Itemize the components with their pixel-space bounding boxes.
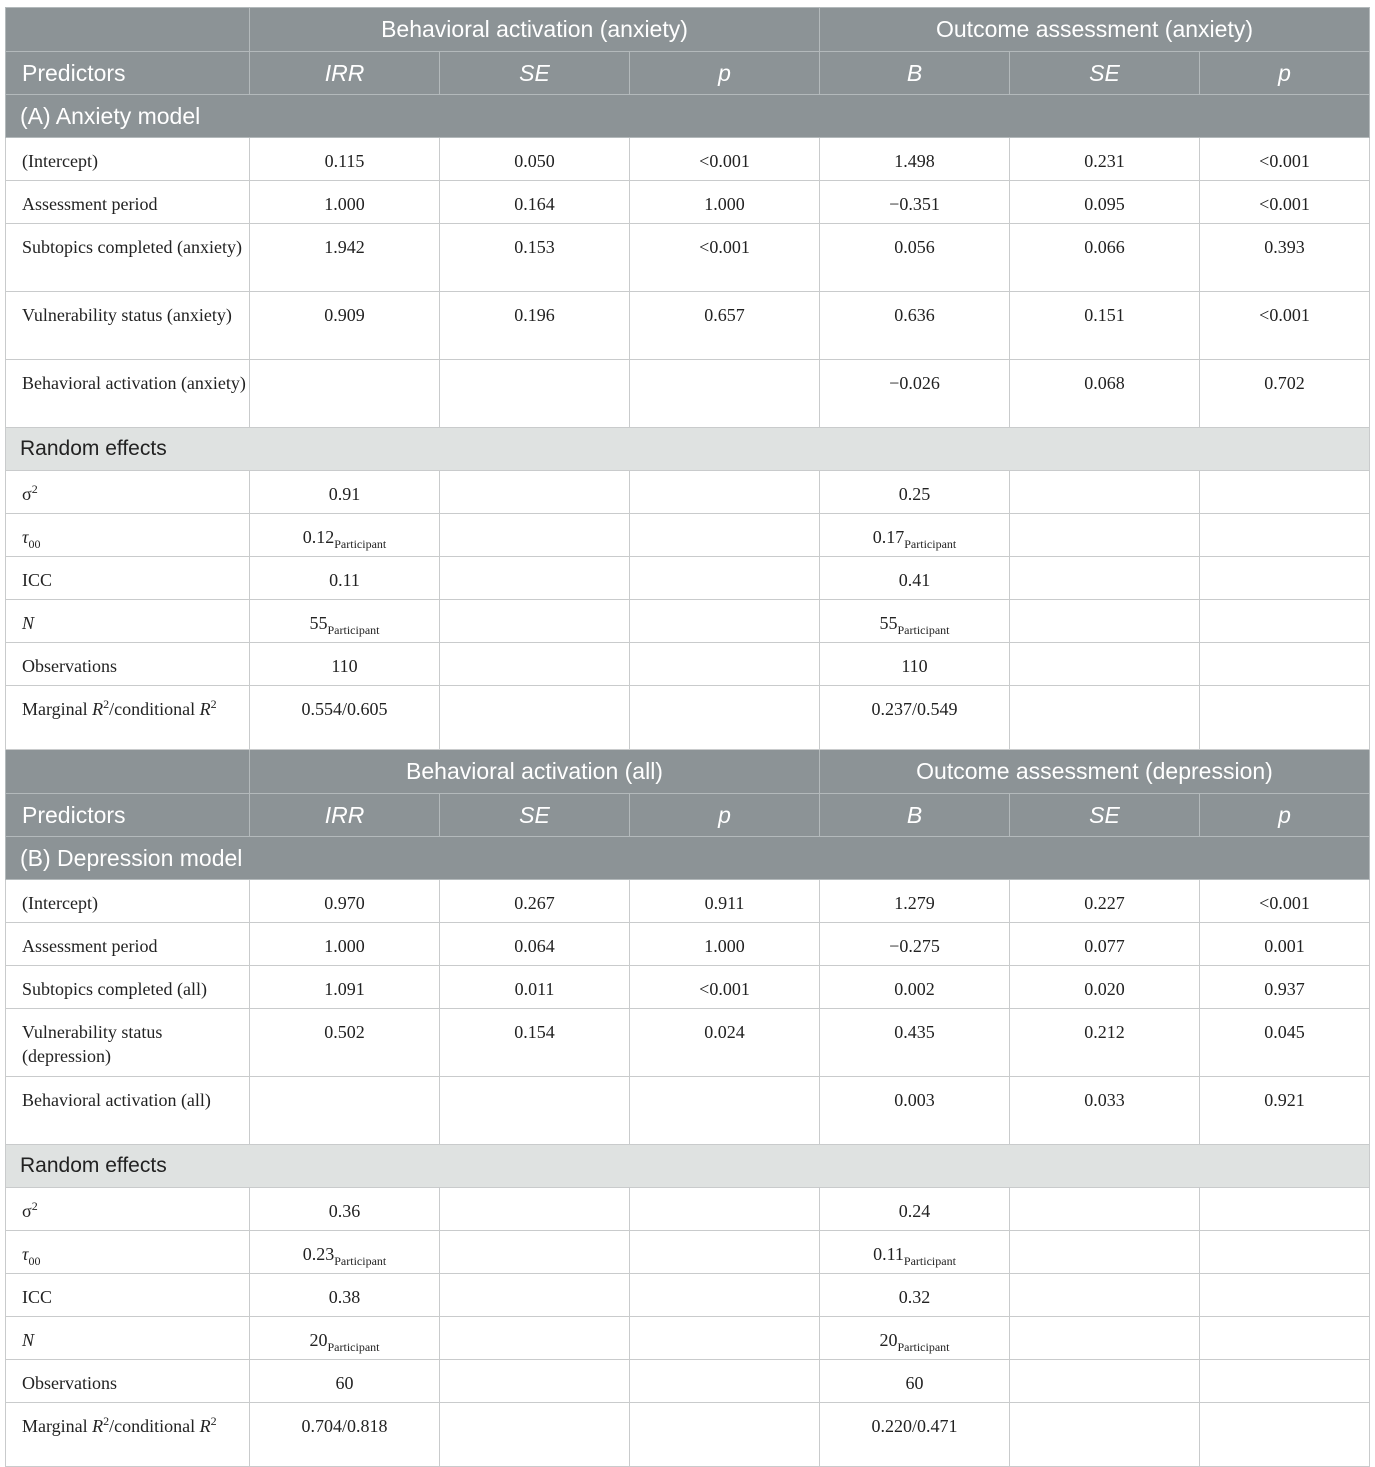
se-cell: 0.050 bbox=[440, 138, 630, 181]
group-header-row bbox=[6, 750, 1370, 794]
empty-cell bbox=[1010, 557, 1200, 600]
random-effect-row bbox=[6, 514, 1370, 557]
participant-subscript: Participant bbox=[897, 1340, 950, 1354]
col-header-predictors: Predictors bbox=[6, 794, 250, 837]
irr-cell: 1.942 bbox=[250, 224, 440, 292]
value-cell: $20_{Participant}$ bbox=[250, 1317, 440, 1360]
value-cell: $20_{Participant}$ bbox=[820, 1317, 1010, 1360]
col-header-b: B bbox=[820, 794, 1010, 837]
group-header-left: Behavioral activation (all) bbox=[250, 750, 820, 794]
empty-header-cell bbox=[6, 750, 250, 794]
value-cell: 60 bbox=[250, 1360, 440, 1403]
b-cell: −0.351 bbox=[820, 181, 1010, 224]
b-cell: 1.279 bbox=[820, 880, 1010, 923]
tau00-label: $\tau_{00}$ bbox=[6, 1231, 250, 1274]
empty-cell bbox=[630, 1360, 820, 1403]
value-cell: 110 bbox=[820, 643, 1010, 686]
column-header-row bbox=[6, 794, 1370, 837]
n-label: N bbox=[6, 600, 250, 643]
value-cell: 0.36 bbox=[250, 1188, 440, 1231]
empty-cell bbox=[1200, 600, 1370, 643]
b-cell: 0.435 bbox=[820, 1009, 1010, 1077]
b-cell: 1.498 bbox=[820, 138, 1010, 181]
se-cell: 0.231 bbox=[1010, 138, 1200, 181]
col-header-p: p bbox=[1200, 794, 1370, 837]
se-cell: 0.064 bbox=[440, 923, 630, 966]
empty-cell bbox=[630, 1231, 820, 1274]
p-value-cell: <0.001 bbox=[1200, 880, 1370, 923]
p-value-cell: <0.001 bbox=[630, 966, 820, 1009]
value-cell: 60 bbox=[820, 1360, 1010, 1403]
row-label: Assessment period bbox=[6, 181, 250, 224]
observations-label: Observations bbox=[6, 1360, 250, 1403]
section-header-row bbox=[6, 837, 1370, 880]
random-effect-row bbox=[6, 1317, 1370, 1360]
irr-cell: 0.502 bbox=[250, 1009, 440, 1077]
se-cell bbox=[440, 360, 630, 428]
participant-subscript: Participant bbox=[903, 1254, 956, 1268]
icc-label: ICC bbox=[6, 557, 250, 600]
col-header-p: p bbox=[630, 794, 820, 837]
se-cell: 0.164 bbox=[440, 181, 630, 224]
empty-cell bbox=[1010, 1231, 1200, 1274]
row-label: (Intercept) bbox=[6, 880, 250, 923]
table-row bbox=[6, 224, 1370, 292]
value-cell: 0.91 bbox=[250, 471, 440, 514]
participant-subscript: Participant bbox=[334, 537, 387, 551]
superscript-2: 2 bbox=[103, 1414, 110, 1428]
superscript-2: 2 bbox=[210, 697, 217, 711]
random-effects-header-row bbox=[6, 1145, 1370, 1188]
irr-cell: 1.000 bbox=[250, 923, 440, 966]
random-effects-header-row bbox=[6, 428, 1370, 471]
empty-cell bbox=[440, 1231, 630, 1274]
se-cell: 0.151 bbox=[1010, 292, 1200, 360]
p-value-cell: <0.001 bbox=[1200, 138, 1370, 181]
empty-cell bbox=[630, 643, 820, 686]
empty-cell bbox=[440, 471, 630, 514]
superscript-2: 2 bbox=[31, 482, 38, 496]
value-cell: 0.24 bbox=[820, 1188, 1010, 1231]
regression-results-table bbox=[5, 7, 1370, 1467]
irr-cell: 0.909 bbox=[250, 292, 440, 360]
empty-cell bbox=[440, 557, 630, 600]
irr-cell: 0.970 bbox=[250, 880, 440, 923]
col-header-se: SE bbox=[440, 794, 630, 837]
empty-cell bbox=[1200, 1188, 1370, 1231]
random-effect-row bbox=[6, 1360, 1370, 1403]
p-value-cell: 0.657 bbox=[630, 292, 820, 360]
se-cell: 0.095 bbox=[1010, 181, 1200, 224]
se-cell bbox=[440, 1077, 630, 1145]
empty-header-cell bbox=[6, 8, 250, 52]
participant-subscript: Participant bbox=[327, 1340, 380, 1354]
empty-cell bbox=[440, 514, 630, 557]
empty-cell bbox=[630, 557, 820, 600]
participant-subscript: Participant bbox=[904, 537, 957, 551]
b-cell: −0.026 bbox=[820, 360, 1010, 428]
empty-cell bbox=[630, 1188, 820, 1231]
empty-cell bbox=[1010, 514, 1200, 557]
se-cell: 0.077 bbox=[1010, 923, 1200, 966]
value-cell: $55_{Participant}$ bbox=[820, 600, 1010, 643]
empty-cell bbox=[630, 1274, 820, 1317]
participant-subscript: Participant bbox=[334, 1254, 387, 1268]
p-value-cell: <0.001 bbox=[630, 224, 820, 292]
empty-cell bbox=[1010, 600, 1200, 643]
se-cell: 0.033 bbox=[1010, 1077, 1200, 1145]
col-header-predictors: Predictors bbox=[6, 52, 250, 95]
se-cell: 0.066 bbox=[1010, 224, 1200, 292]
random-effect-row bbox=[6, 686, 1370, 750]
se-cell: 0.068 bbox=[1010, 360, 1200, 428]
empty-cell bbox=[1200, 471, 1370, 514]
col-header-se: SE bbox=[440, 52, 630, 95]
row-label: Behavioral activation (all) bbox=[6, 1077, 250, 1145]
empty-cell bbox=[1200, 1403, 1370, 1467]
random-effect-row bbox=[6, 471, 1370, 514]
empty-cell bbox=[630, 471, 820, 514]
participant-subscript: Participant bbox=[327, 623, 380, 637]
participant-subscript: Participant bbox=[897, 623, 950, 637]
table-row bbox=[6, 880, 1370, 923]
table-row bbox=[6, 181, 1370, 224]
b-cell: 0.056 bbox=[820, 224, 1010, 292]
p-value-cell: 0.024 bbox=[630, 1009, 820, 1077]
irr-cell: 1.091 bbox=[250, 966, 440, 1009]
p-value-cell: 0.937 bbox=[1200, 966, 1370, 1009]
empty-cell bbox=[440, 1188, 630, 1231]
se-cell: 0.011 bbox=[440, 966, 630, 1009]
random-effect-row bbox=[6, 1231, 1370, 1274]
value-cell: $0.17_{Participant}$ bbox=[820, 514, 1010, 557]
empty-cell bbox=[1010, 1317, 1200, 1360]
b-cell: 0.636 bbox=[820, 292, 1010, 360]
row-label: (Intercept) bbox=[6, 138, 250, 181]
icc-label: ICC bbox=[6, 1274, 250, 1317]
group-header-row bbox=[6, 8, 1370, 52]
b-cell: 0.003 bbox=[820, 1077, 1010, 1145]
tau00-label: $\tau_{00}$ bbox=[6, 514, 250, 557]
value-cell: 0.32 bbox=[820, 1274, 1010, 1317]
random-effects-title: Random effects bbox=[6, 1145, 1370, 1188]
n-label: N bbox=[6, 1317, 250, 1360]
empty-cell bbox=[1200, 514, 1370, 557]
p-value-cell: 0.045 bbox=[1200, 1009, 1370, 1077]
value-cell: 110 bbox=[250, 643, 440, 686]
empty-cell bbox=[630, 1403, 820, 1467]
value-cell: 0.11 bbox=[250, 557, 440, 600]
value-cell: 0.38 bbox=[250, 1274, 440, 1317]
row-label: Assessment period bbox=[6, 923, 250, 966]
empty-cell bbox=[440, 1403, 630, 1467]
b-cell: 0.002 bbox=[820, 966, 1010, 1009]
empty-cell bbox=[1200, 557, 1370, 600]
superscript-2: 2 bbox=[31, 1199, 38, 1213]
se-cell: 0.020 bbox=[1010, 966, 1200, 1009]
empty-cell bbox=[440, 643, 630, 686]
empty-cell bbox=[440, 686, 630, 750]
col-header-se: SE bbox=[1010, 52, 1200, 95]
p-value-cell: 0.921 bbox=[1200, 1077, 1370, 1145]
empty-cell bbox=[440, 600, 630, 643]
p-value-cell: <0.001 bbox=[1200, 292, 1370, 360]
empty-cell bbox=[630, 600, 820, 643]
value-cell: $0.11_{Participant}$ bbox=[820, 1231, 1010, 1274]
column-header-row bbox=[6, 52, 1370, 95]
empty-cell bbox=[630, 514, 820, 557]
col-header-p: p bbox=[1200, 52, 1370, 95]
empty-cell bbox=[1010, 1403, 1200, 1467]
section-title: (B) Depression model bbox=[6, 837, 1370, 880]
p-value-cell: <0.001 bbox=[630, 138, 820, 181]
row-label: Subtopics completed (anxiety) bbox=[6, 224, 250, 292]
row-label: Behavioral activation (anxiety) bbox=[6, 360, 250, 428]
se-cell: 0.154 bbox=[440, 1009, 630, 1077]
col-header-irr: IRR bbox=[250, 794, 440, 837]
col-header-p: p bbox=[630, 52, 820, 95]
row-label: Vulnerability status (depression) bbox=[6, 1009, 250, 1077]
se-cell: 0.153 bbox=[440, 224, 630, 292]
p-value-cell: 0.911 bbox=[630, 880, 820, 923]
empty-cell bbox=[1010, 471, 1200, 514]
empty-cell bbox=[1010, 686, 1200, 750]
empty-cell bbox=[1200, 1274, 1370, 1317]
empty-cell bbox=[1010, 643, 1200, 686]
group-header-left: Behavioral activation (anxiety) bbox=[250, 8, 820, 52]
col-header-irr: IRR bbox=[250, 52, 440, 95]
observations-label: Observations bbox=[6, 643, 250, 686]
empty-cell bbox=[1010, 1274, 1200, 1317]
irr-cell: 1.000 bbox=[250, 181, 440, 224]
table-row bbox=[6, 966, 1370, 1009]
empty-cell bbox=[1010, 1360, 1200, 1403]
p-value-cell: 0.393 bbox=[1200, 224, 1370, 292]
random-effect-row bbox=[6, 1274, 1370, 1317]
irr-cell: 0.115 bbox=[250, 138, 440, 181]
table-row bbox=[6, 1009, 1370, 1077]
value-cell: 0.220/0.471 bbox=[820, 1403, 1010, 1467]
col-header-b: B bbox=[820, 52, 1010, 95]
value-cell: 0.237/0.549 bbox=[820, 686, 1010, 750]
se-cell: 0.267 bbox=[440, 880, 630, 923]
value-cell: 0.25 bbox=[820, 471, 1010, 514]
sigma-squared-label: $\sigma^2$ bbox=[6, 471, 250, 514]
row-label: Vulnerability status (anxiety) bbox=[6, 292, 250, 360]
empty-cell bbox=[1200, 1360, 1370, 1403]
empty-cell bbox=[1200, 1231, 1370, 1274]
random-effect-row bbox=[6, 1188, 1370, 1231]
group-header-right: Outcome assessment (depression) bbox=[820, 750, 1370, 794]
p-value-cell bbox=[630, 360, 820, 428]
table-row bbox=[6, 138, 1370, 181]
value-cell: $0.12_{Participant}$ bbox=[250, 514, 440, 557]
empty-cell bbox=[1200, 1317, 1370, 1360]
p-value-cell: 1.000 bbox=[630, 923, 820, 966]
r-squared-label: Marginal $R^2$/conditional $R^2$ bbox=[6, 686, 250, 750]
table-row bbox=[6, 360, 1370, 428]
section-title: (A) Anxiety model bbox=[6, 95, 1370, 138]
empty-cell bbox=[1200, 686, 1370, 750]
table-row bbox=[6, 923, 1370, 966]
p-value-cell: <0.001 bbox=[1200, 181, 1370, 224]
random-effects-title: Random effects bbox=[6, 428, 1370, 471]
group-header-right: Outcome assessment (anxiety) bbox=[820, 8, 1370, 52]
random-effect-row bbox=[6, 643, 1370, 686]
irr-cell bbox=[250, 1077, 440, 1145]
empty-cell bbox=[630, 1317, 820, 1360]
empty-cell bbox=[630, 686, 820, 750]
random-effect-row bbox=[6, 600, 1370, 643]
value-cell: $55_{Participant}$ bbox=[250, 600, 440, 643]
row-label: Subtopics completed (all) bbox=[6, 966, 250, 1009]
empty-cell bbox=[440, 1274, 630, 1317]
p-value-cell: 0.702 bbox=[1200, 360, 1370, 428]
se-cell: 0.196 bbox=[440, 292, 630, 360]
value-cell: $0.23_{Participant}$ bbox=[250, 1231, 440, 1274]
superscript-2: 2 bbox=[103, 697, 110, 711]
irr-cell bbox=[250, 360, 440, 428]
col-header-se: SE bbox=[1010, 794, 1200, 837]
empty-cell bbox=[1010, 1188, 1200, 1231]
table-row bbox=[6, 1077, 1370, 1145]
p-value-cell bbox=[630, 1077, 820, 1145]
value-cell: 0.41 bbox=[820, 557, 1010, 600]
empty-cell bbox=[1200, 643, 1370, 686]
se-cell: 0.212 bbox=[1010, 1009, 1200, 1077]
table-row bbox=[6, 292, 1370, 360]
value-cell: 0.704/0.818 bbox=[250, 1403, 440, 1467]
se-cell: 0.227 bbox=[1010, 880, 1200, 923]
random-effect-row bbox=[6, 1403, 1370, 1467]
r-squared-label: Marginal $R^2$/conditional $R^2$ bbox=[6, 1403, 250, 1467]
empty-cell bbox=[440, 1360, 630, 1403]
superscript-2: 2 bbox=[210, 1414, 217, 1428]
value-cell: 0.554/0.605 bbox=[250, 686, 440, 750]
random-effect-row bbox=[6, 557, 1370, 600]
p-value-cell: 0.001 bbox=[1200, 923, 1370, 966]
p-value-cell: 1.000 bbox=[630, 181, 820, 224]
sigma-squared-label: $\sigma^2$ bbox=[6, 1188, 250, 1231]
empty-cell bbox=[440, 1317, 630, 1360]
b-cell: −0.275 bbox=[820, 923, 1010, 966]
section-header-row bbox=[6, 95, 1370, 138]
